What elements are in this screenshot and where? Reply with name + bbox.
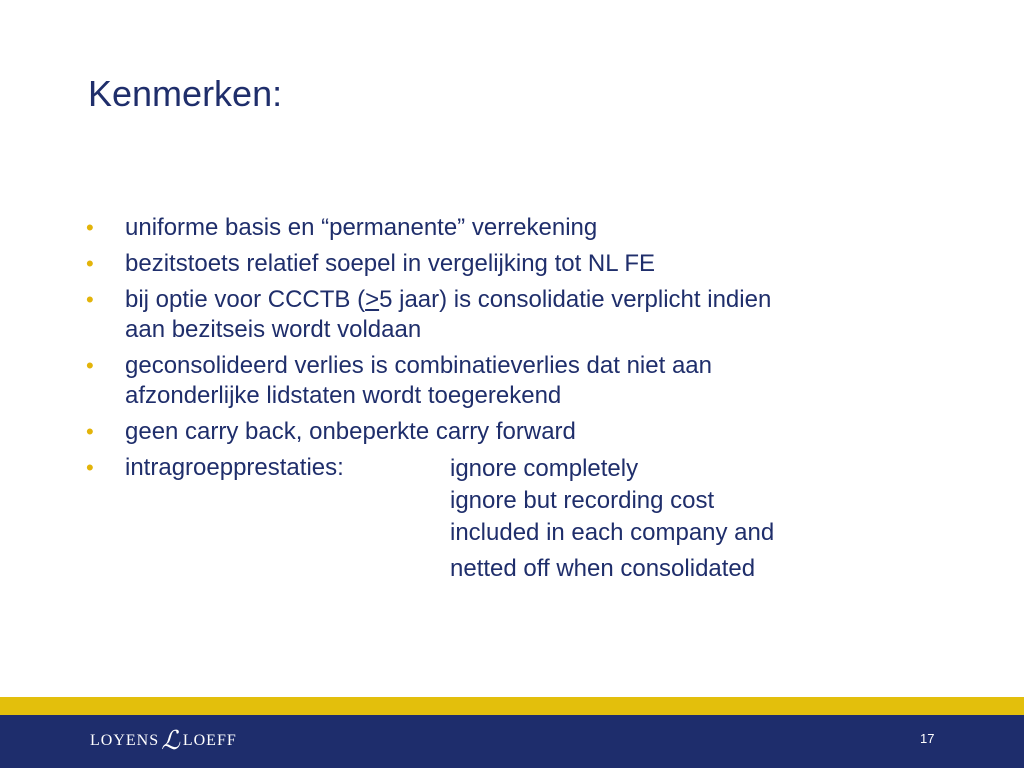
intragroup-option: ignore completely (450, 455, 639, 482)
bullet-item (86, 453, 946, 582)
logo-mark-icon: ℒ (161, 726, 181, 755)
bullet-icon: • (86, 419, 94, 444)
bullet-text-part: 5 jaar) is consolidatie verplicht indien (379, 286, 772, 313)
logo-text-right: LOEFF (182, 732, 237, 749)
intragroup-option: ignore but recording cost (450, 487, 715, 514)
bullet-icon: • (86, 287, 94, 312)
intragroup-row (125, 453, 946, 582)
loyens-loeff-logo (90, 725, 237, 757)
bullet-line: geconsolideerd verlies is combinatieverlies dat niet aan (125, 352, 712, 379)
bullet-text: geen carry back, onbeperkte carry forward (125, 418, 576, 445)
bullet-line (125, 285, 946, 315)
page-number: 17 (920, 731, 935, 746)
bullet-list (86, 213, 946, 582)
bullet-icon: • (86, 215, 94, 240)
bullet-item (86, 351, 946, 411)
intragroup-option: netted off when consolidated (450, 555, 756, 582)
bullet-text-underlined: > (365, 286, 380, 313)
bullet-line: afzonderlijke lidstaten wordt toegerekend (125, 382, 562, 409)
bullet-item (86, 249, 946, 279)
bullet-text-part: bij optie voor CCCTB ( (125, 286, 366, 313)
bullet-item (86, 417, 946, 447)
bullet-item (86, 285, 946, 345)
slide-title: Kenmerken: (88, 73, 283, 114)
bullet-text: bezitstoets relatief soepel in vergelijking tot NL FE (125, 250, 656, 277)
bullet-icon: • (86, 251, 94, 276)
footer-gold-stripe (0, 697, 1024, 715)
intragroup-option: included in each company and (450, 519, 775, 546)
intragroup-options (450, 453, 774, 585)
bullet-line: aan bezitseis wordt voldaan (125, 316, 422, 343)
bullet-icon: • (86, 353, 94, 378)
logo-text-left: LOYENS (90, 732, 160, 749)
bullet-text: uniforme basis en “permanente” verrekening (125, 214, 598, 241)
bullet-item (86, 213, 946, 243)
intragroup-label: intragroepprestaties: (125, 454, 344, 481)
bullet-icon: • (86, 455, 94, 480)
